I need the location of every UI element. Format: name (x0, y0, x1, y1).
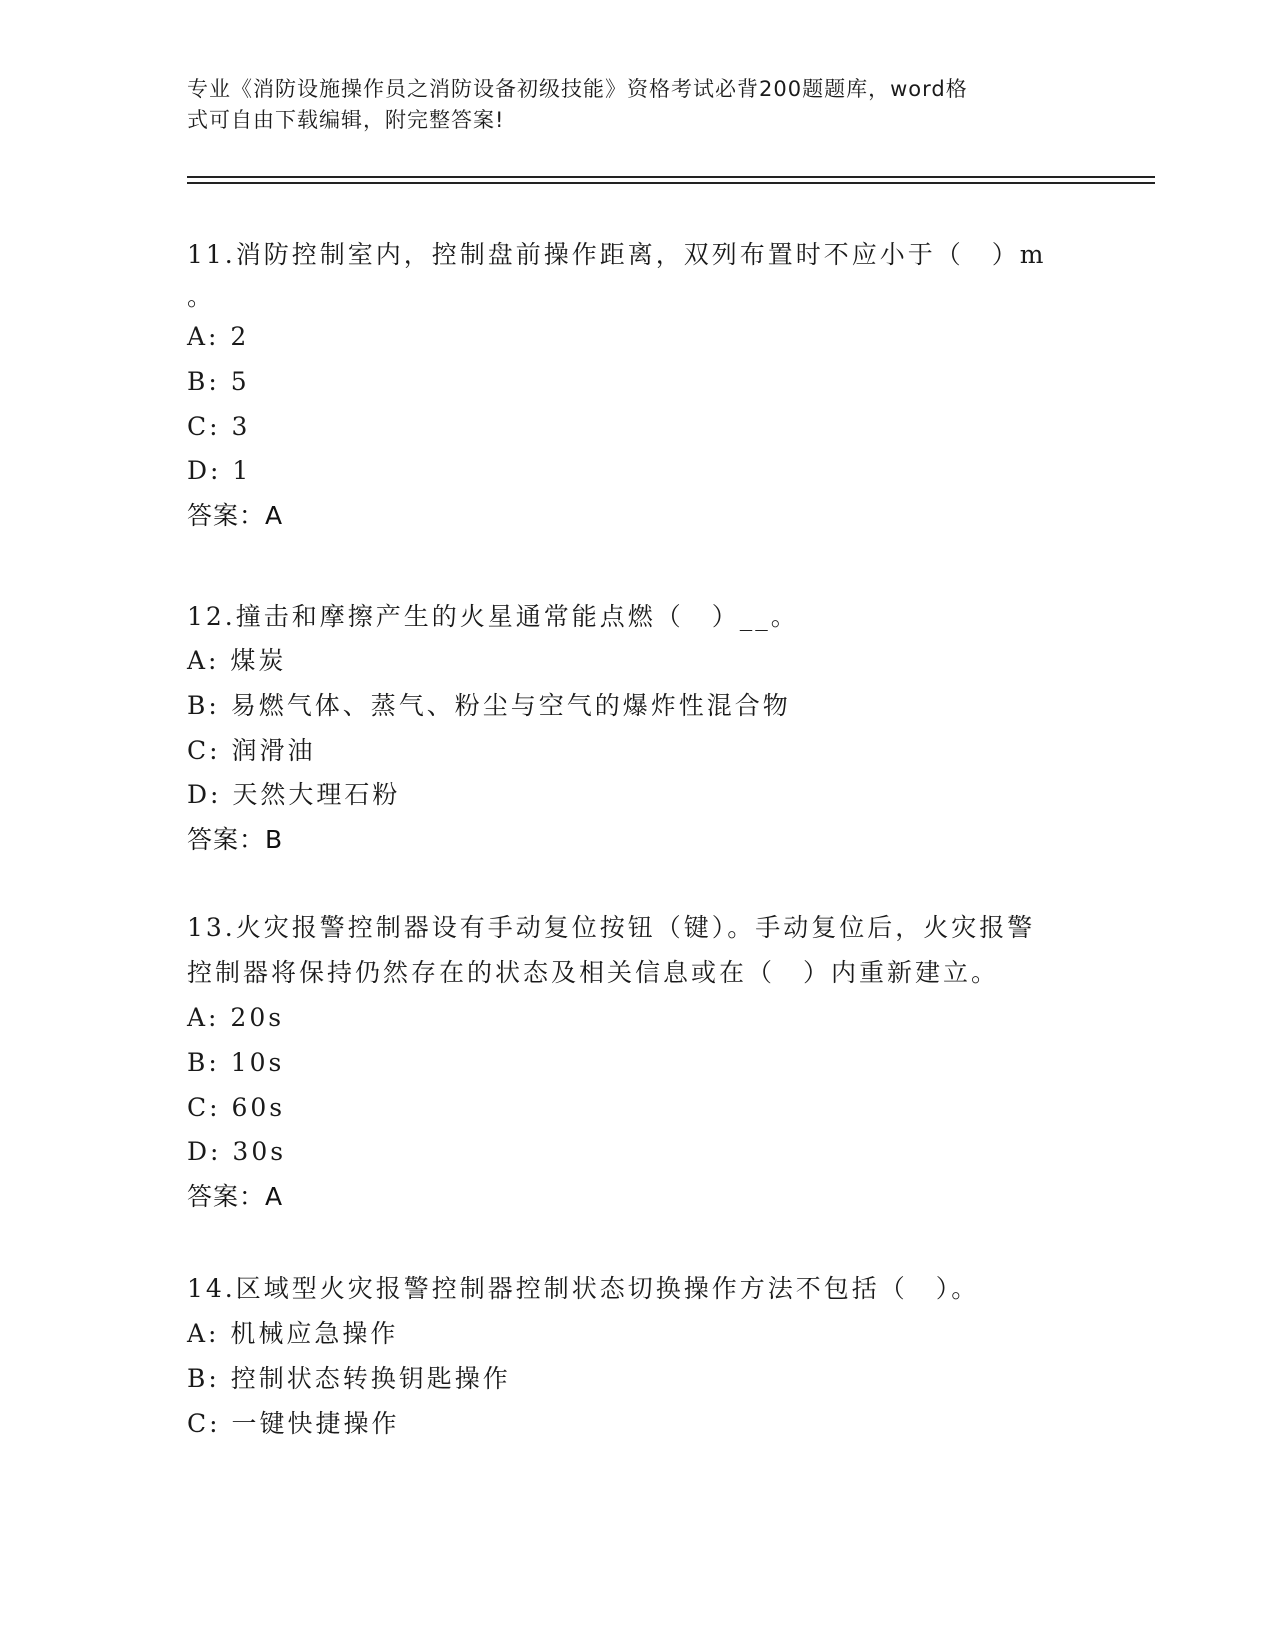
option-a: A: 2 (187, 322, 250, 351)
option-a: A: 20s (187, 1003, 285, 1032)
option-c: C: 一键快捷操作 (187, 1409, 400, 1438)
option-b: B: 控制状态转换钥匙操作 (187, 1364, 511, 1393)
question-stem-continued: 。 (187, 282, 216, 311)
answer: 答案：A (187, 1182, 284, 1211)
option-b: B: 5 (187, 367, 250, 396)
option-c: C: 60s (187, 1093, 286, 1122)
option-b: B: 易燃气体、蒸气、粉尘与空气的爆炸性混合物 (187, 691, 791, 720)
header-divider-top (187, 176, 1155, 178)
question-stem-continued: 控制器将保持仍然存在的状态及相关信息或在（ ）内重新建立。 (187, 958, 1000, 987)
option-d: D: 30s (187, 1137, 287, 1166)
header-line-2: 式可自由下载编辑，附完整答案! (187, 108, 505, 132)
option-b: B: 10s (187, 1048, 285, 1077)
answer: 答案：B (187, 825, 284, 854)
answer: 答案：A (187, 501, 284, 530)
option-a: A: 煤炭 (187, 646, 287, 675)
question-stem: 12.撞击和摩擦产生的火星通常能点燃（ ）__。 (187, 602, 799, 631)
option-a: A: 机械应急操作 (187, 1319, 399, 1348)
question-stem: 13.火灾报警控制器设有手动复位按钮（键）。手动复位后，火灾报警 (187, 913, 1036, 942)
document-header (187, 74, 1067, 136)
option-c: C: 润滑油 (187, 736, 316, 765)
header-line-1: 专业《消防设施操作员之消防设备初级技能》资格考试必背200题题库，word格 (187, 77, 968, 101)
option-d: D: 1 (187, 456, 252, 485)
option-d: D: 天然大理石粉 (187, 780, 401, 809)
question-stem: 11.消防控制室内，控制盘前操作距离，双列布置时不应小于（ ）m (187, 240, 1047, 269)
header-divider-bottom (187, 182, 1155, 184)
question-stem: 14.区域型火灾报警控制器控制状态切换操作方法不包括（ ）。 (187, 1274, 980, 1303)
option-c: C: 3 (187, 412, 251, 441)
